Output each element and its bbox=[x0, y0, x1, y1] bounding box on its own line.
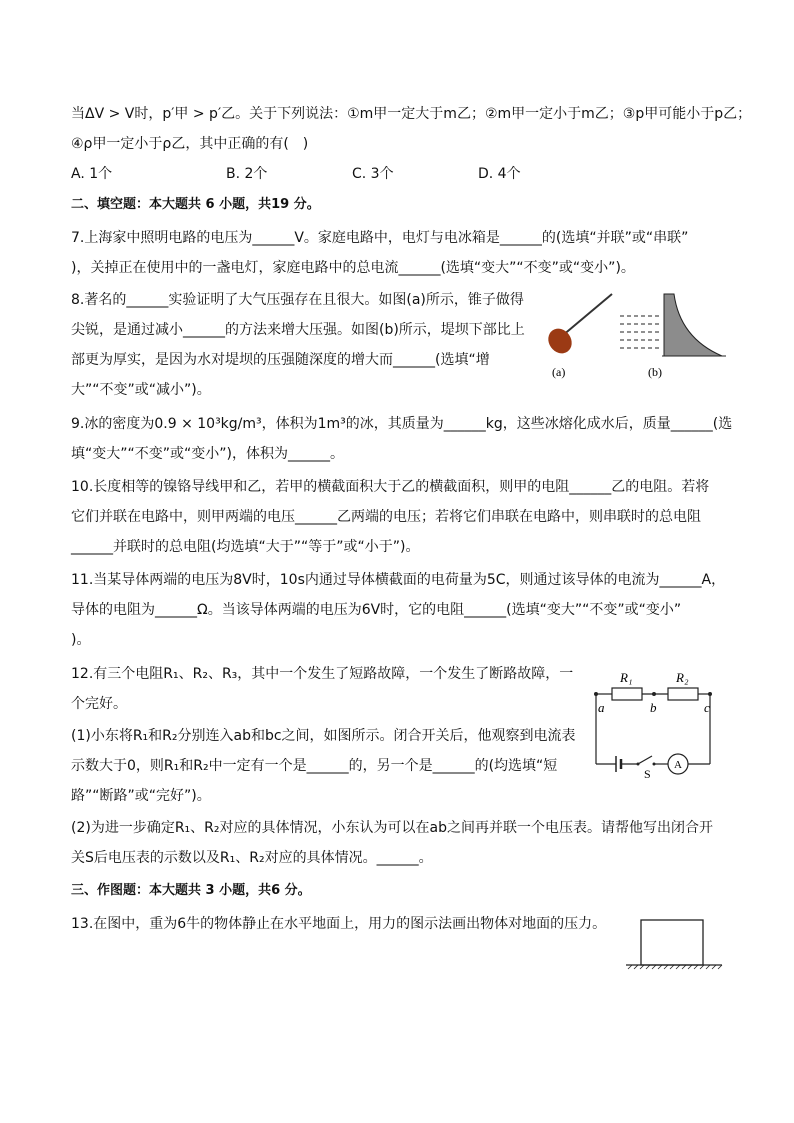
label-r2: R₂ bbox=[676, 670, 689, 685]
q13-line-1: 13.在图中，重为6牛的物体静止在水平地面上，用力的图示法画出物体对地面的压力。 bbox=[71, 916, 607, 932]
q8-line-3: 部更为厚实，是因为水对堤坝的压强随深度的增大而______(选填“增 bbox=[71, 352, 490, 368]
q12-line-5: 路”“断路”或“完好”)。 bbox=[71, 788, 211, 804]
resistor-r1 bbox=[612, 688, 642, 700]
q6-choice-b: B. 2个 bbox=[226, 166, 268, 182]
q7-line-1: 7.上海家中照明电路的电压为______V。家庭电路中，电灯与电冰箱是______的(选填“并联”或“串联” bbox=[71, 230, 689, 246]
label-r1: R₁ bbox=[620, 670, 633, 685]
q8-line-2: 尖锐，是通过减小______的方法来增大压强。如图(b)所示，堤坝下部比上 bbox=[71, 322, 525, 338]
q12-line-6: (2)为进一步确定R₁、R₂对应的具体情况，小东认为可以在ab之间再并联一个电压表。请帮他写出闭合开 bbox=[71, 820, 713, 836]
label-ammeter: A bbox=[674, 759, 682, 771]
q12-line-4: 示数大于0，则R₁和R₂中一定有一个是______的，另一个是______的(均选填“短 bbox=[71, 758, 558, 774]
q6-line-1: 当ΔV > V时，p′甲 > p′乙。关于下列说法：①m甲一定大于m乙；②m甲一定小于m乙；③p甲可能小于p乙； bbox=[71, 106, 752, 122]
figure-q13-block bbox=[624, 914, 724, 974]
section-2-heading: 二、填空题：本大题共 6 小题，共19 分。 bbox=[71, 197, 320, 212]
q10-line-2: 它们并联在电路中，则甲两端的电压______乙两端的电压；若将它们串联在电路中，则串联时的总电阻 bbox=[71, 509, 701, 525]
q9-line-1: 9.冰的密度为0.9 × 10³kg/m³，体积为1m³的冰，其质量为______kg，这些冰熔化成水后，质量______(选 bbox=[71, 416, 733, 432]
awl-figure bbox=[544, 294, 612, 358]
q6-line-2: ④ρ甲一定小于ρ乙，其中正确的有( ) bbox=[71, 136, 309, 152]
fig-b-label: (b) bbox=[648, 365, 662, 379]
label-c: c bbox=[704, 700, 710, 715]
q6-choice-c: C. 3个 bbox=[352, 166, 394, 182]
q12-line-2: 个完好。 bbox=[71, 696, 127, 712]
q12-line-1: 12.有三个电阻R₁、R₂、R₃，其中一个发生了短路故障，一个发生了断路故障，一 bbox=[71, 666, 574, 682]
q12-line-7: 关S后电压表的示数以及R₁、R₂对应的具体情况。______。 bbox=[71, 850, 433, 866]
q8-line-1: 8.著名的______实验证明了大气压强存在且很大。如图(a)所示，锥子做得 bbox=[71, 292, 524, 308]
q11-line-2: 导体的电阻为______Ω。当该导体两端的电压为6V时，它的电阻______(选填“变大”“不变”或“变小” bbox=[71, 602, 682, 618]
label-b: b bbox=[650, 700, 657, 715]
section-3-heading: 三、作图题：本大题共 3 小题，共6 分。 bbox=[71, 883, 311, 898]
q10-line-1: 10.长度相等的镍铬导线甲和乙，若甲的横截面积大于乙的横截面积，则甲的电阻______乙的电阻。若将 bbox=[71, 479, 710, 495]
q12-line-3: (1)小东将R₁和R₂分别连入ab和bc之间，如图所示。闭合开关后，他观察到电流表 bbox=[71, 728, 576, 744]
q8-line-4: 大”“不变”或“减小”)。 bbox=[71, 382, 211, 398]
q9-line-2: 填“变大”“不变”或“变小”)，体积为______。 bbox=[71, 446, 344, 462]
q6-choice-a: A. 1个 bbox=[71, 166, 113, 182]
figure-q8 bbox=[540, 288, 730, 386]
q6-choice-d: D. 4个 bbox=[478, 166, 521, 182]
block bbox=[641, 920, 703, 965]
q7-line-2: )，关掉正在使用中的一盏电灯，家庭电路中的总电流______(选填“变大”“不变”或“变小”)。 bbox=[71, 260, 635, 276]
label-s: S bbox=[644, 767, 651, 780]
dam-figure bbox=[620, 294, 726, 356]
resistor-r2 bbox=[668, 688, 698, 700]
switch bbox=[638, 756, 652, 764]
fig-a-label: (a) bbox=[552, 365, 566, 379]
q11-line-1: 11.当某导体两端的电压为8V时，10s内通过导体横截面的电荷量为5C，则通过该导体的电流为______A， bbox=[71, 572, 726, 588]
label-a: a bbox=[598, 700, 605, 715]
figure-q12-circuit bbox=[586, 660, 726, 780]
q11-line-3: )。 bbox=[71, 632, 91, 648]
q10-line-3: ______并联时的总电阻(均选填“大于”“等于”或“小于”)。 bbox=[71, 539, 420, 555]
